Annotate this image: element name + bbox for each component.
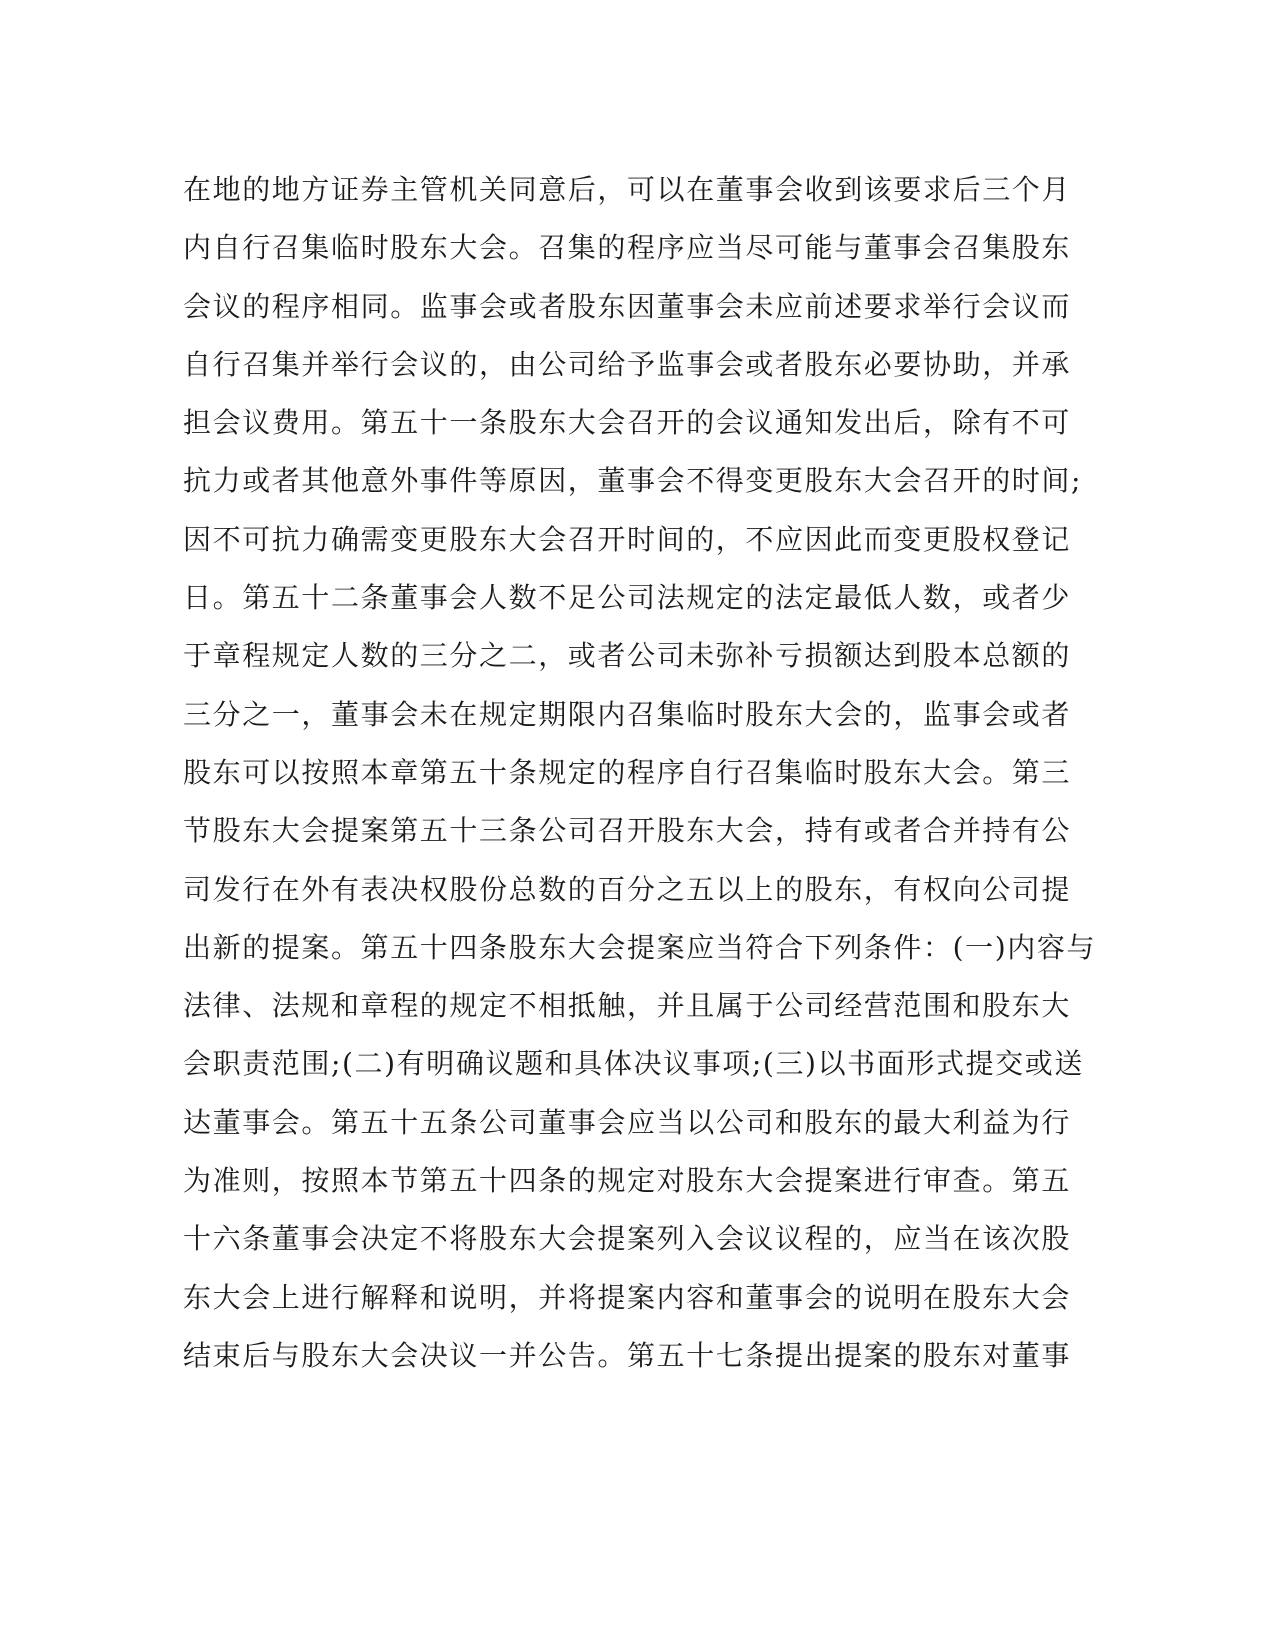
text-line: 内自行召集临时股东大会。召集的程序应当尽可能与董事会召集股东 <box>183 231 1072 265</box>
text-line: 司发行在外有表决权股份总数的百分之五以上的股东，有权向公司提 <box>183 872 1072 906</box>
text-line: 抗力或者其他意外事件等原因，董事会不得变更股东大会召开的时间; <box>183 464 1083 498</box>
body-text <box>183 161 1097 1385</box>
text-line: 达董事会。第五十五条公司董事会应当以公司和股东的最大利益为行 <box>183 1105 1072 1139</box>
text-line: 出新的提案。第五十四条股东大会提案应当符合下列条件：(一)内容与 <box>183 930 1097 964</box>
text-line: 为准则，按照本节第五十四条的规定对股东大会提案进行审查。第五 <box>183 1164 1072 1198</box>
text-line: 会职责范围;(二)有明确议题和具体决议事项;(三)以书面形式提交或送 <box>183 1047 1084 1081</box>
text-line: 东大会上进行解释和说明，并将提案内容和董事会的说明在股东大会 <box>183 1280 1072 1314</box>
text-line: 自行召集并举行会议的，由公司给予监事会或者股东必要协助，并承 <box>183 347 1072 381</box>
text-line: 在地的地方证券主管机关同意后，可以在董事会收到该要求后三个月 <box>183 173 1072 206</box>
text-line: 节股东大会提案第五十三条公司召开股东大会，持有或者合并持有公 <box>183 814 1072 848</box>
text-line: 法律、法规和章程的规定不相抵触，并且属于公司经营范围和股东大 <box>183 989 1072 1023</box>
text-line: 会议的程序相同。监事会或者股东因董事会未应前述要求举行会议而 <box>183 289 1072 323</box>
text-line: 股东可以按照本章第五十条规定的程序自行召集临时股东大会。第三 <box>183 755 1072 789</box>
text-line: 十六条董事会决定不将股东大会提案列入会议议程的，应当在该次股 <box>183 1222 1072 1256</box>
text-line: 结束后与股东大会决议一并公告。第五十七条提出提案的股东对董事 <box>183 1338 1072 1372</box>
text-line: 三分之一，董事会未在规定期限内召集临时股东大会的，监事会或者 <box>183 697 1072 731</box>
text-line: 日。第五十二条董事会人数不足公司法规定的法定最低人数，或者少 <box>183 581 1072 615</box>
text-line: 因不可抗力确需变更股东大会召开时间的，不应因此而变更股权登记 <box>183 522 1072 556</box>
text-line: 担会议费用。第五十一条股东大会召开的会议通知发出后，除有不可 <box>183 406 1072 440</box>
text-line: 于章程规定人数的三分之二，或者公司未弥补亏损额达到股本总额的 <box>183 639 1072 673</box>
